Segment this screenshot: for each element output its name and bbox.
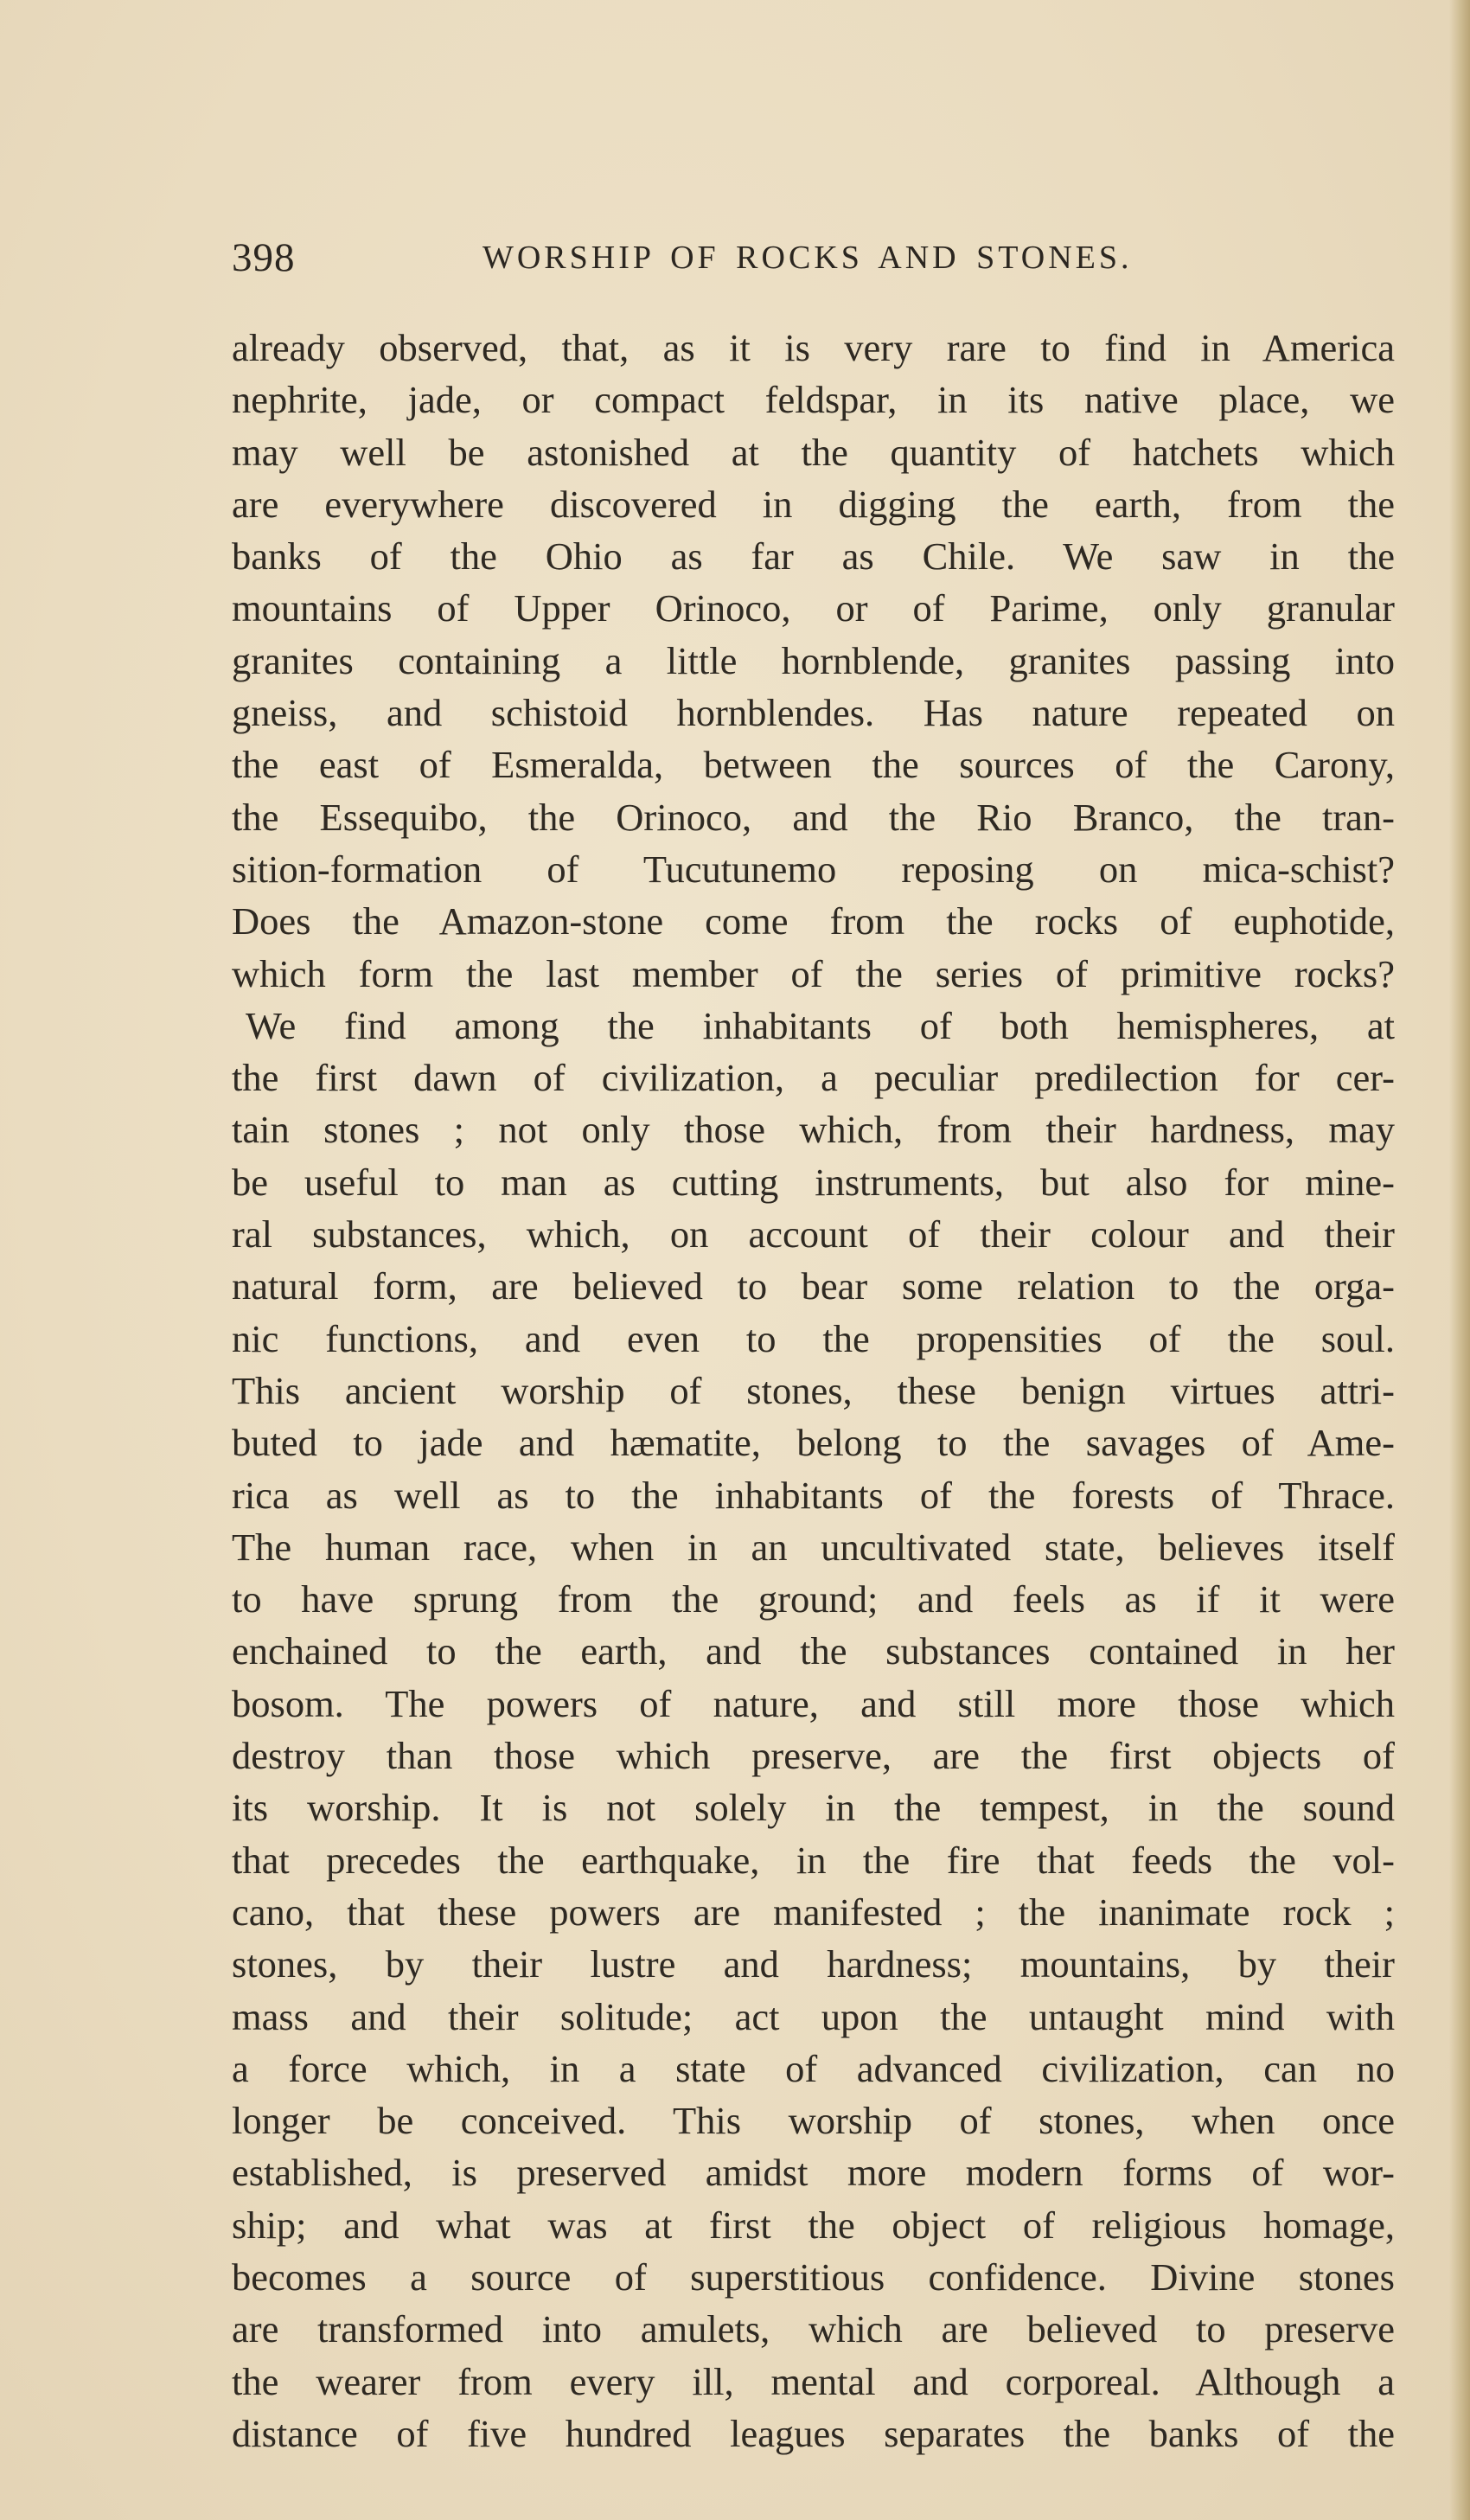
text-line: This ancient worship of stones, these benign virtues attri- bbox=[232, 1368, 1395, 1412]
text-line: Does the Amazon-stone come from the rocks of euphotide, bbox=[232, 899, 1395, 943]
text-line: that precedes the earthquake, in the fire that feeds the vol- bbox=[232, 1838, 1395, 1882]
text-line: buted to jade and hæmatite, belong to the savages of Ame- bbox=[232, 1421, 1395, 1465]
text-line: are everywhere discovered in digging the earth, from the bbox=[232, 482, 1395, 526]
page-header bbox=[232, 232, 1395, 284]
text-line: gneiss, and schistoid hornblendes. Has nature repeated on bbox=[232, 691, 1395, 735]
text-line: natural form, are believed to bear some relation to the orga- bbox=[232, 1264, 1395, 1308]
page-number: 398 bbox=[232, 235, 296, 280]
text-line: banks of the Ohio as far as Chile. We saw in the bbox=[232, 534, 1395, 579]
text-line: bosom. The powers of nature, and still more those which bbox=[232, 1681, 1395, 1725]
running-title: WORSHIP OF ROCKS AND STONES. bbox=[483, 240, 1133, 276]
text-line: The human race, when in an uncultivated state, believes itself bbox=[232, 1525, 1395, 1569]
text-line: be useful to man as cutting instruments, but also for mine- bbox=[232, 1160, 1395, 1204]
text-line: may well be astonished at the quantity of hatchets which bbox=[232, 430, 1395, 474]
text-line: stones, by their lustre and hardness; mountains, by their bbox=[232, 1942, 1395, 1986]
text-line: the east of Esmeralda, between the sources of the Carony, bbox=[232, 743, 1395, 787]
text-line: mountains of Upper Orinoco, or of Parime, only granular bbox=[232, 586, 1395, 630]
text-line: established, is preserved amidst more modern forms of wor- bbox=[232, 2151, 1395, 2195]
body-text bbox=[232, 322, 1395, 2459]
text-line: nic functions, and even to the propensities of the soul. bbox=[232, 1316, 1395, 1360]
text-line: to have sprung from the ground; and feels as if it were bbox=[232, 1577, 1395, 1621]
text-line: cano, that these powers are manifested ; the inanimate rock ; bbox=[232, 1890, 1395, 1934]
text-line: the Essequibo, the Orinoco, and the Rio Branco, the tran- bbox=[232, 795, 1395, 839]
text-line: ship; and what was at first the object of religious homage, bbox=[232, 2203, 1395, 2247]
text-line: its worship. It is not solely in the tempest, in the sound bbox=[232, 1786, 1395, 1830]
text-line: which form the last member of the series of primitive rocks? bbox=[232, 951, 1395, 995]
text-line: destroy than those which preserve, are the first objects of bbox=[232, 1734, 1395, 1778]
page-edge-shadow bbox=[1449, 0, 1470, 2520]
paragraph-start-line: We find among the inhabitants of both hemispheres, at bbox=[246, 1003, 1395, 1047]
text-line: the first dawn of civilization, a peculiar predilection for cer- bbox=[232, 1056, 1395, 1100]
text-line: becomes a source of superstitious confidence. Divine stones bbox=[232, 2255, 1395, 2299]
text-line: ral substances, which, on account of their colour and their bbox=[232, 1212, 1395, 1257]
text-line: a force which, in a state of advanced civilization, can no bbox=[232, 2046, 1395, 2090]
text-line: rica as well as to the inhabitants of the forests of Thrace. bbox=[232, 1473, 1395, 1517]
text-line: sition-formation of Tucutunemo reposing on mica-schist? bbox=[232, 847, 1395, 891]
text-line: mass and their solitude; act upon the untaught mind with bbox=[232, 1994, 1395, 2038]
text-line: granites containing a little hornblende, granites passing into bbox=[232, 638, 1395, 682]
text-line: are transformed into amulets, which are believed to preserve bbox=[232, 2307, 1395, 2351]
text-line: the wearer from every ill, mental and corporeal. Although a bbox=[232, 2359, 1395, 2403]
text-line: nephrite, jade, or compact feldspar, in its native place, we bbox=[232, 378, 1395, 422]
text-line: enchained to the earth, and the substances contained in her bbox=[232, 1629, 1395, 1673]
text-line: tain stones ; not only those which, from their hardness, may bbox=[232, 1108, 1395, 1152]
text-line: distance of five hundred leagues separates the banks of the bbox=[232, 2411, 1395, 2455]
text-line: already observed, that, as it is very rare to find in America bbox=[232, 326, 1395, 369]
text-line: longer be conceived. This worship of stones, when once bbox=[232, 2099, 1395, 2143]
